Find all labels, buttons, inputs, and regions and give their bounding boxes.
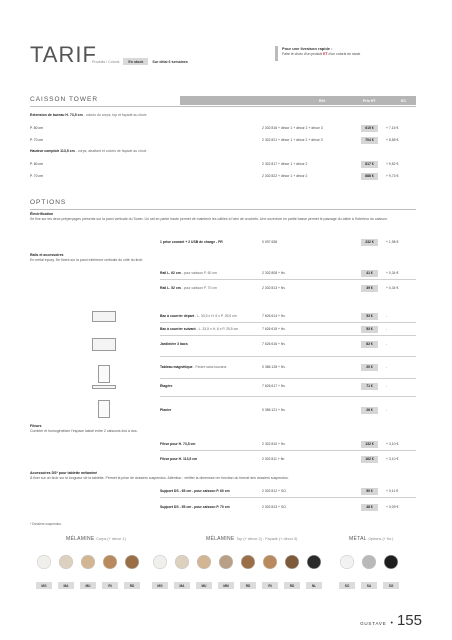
row-divider [160,497,416,498]
swatch-nl [307,555,321,569]
swatch-code: MG [152,582,168,589]
notice-title: Pour une livraison rapide : [282,46,333,51]
group-electrification: Électrification Se fixe sur les deux préperçages présents sur la paroi verticale du Tower. Un rail en partie haute permet de maintenir les câbles à l’abri de crochets. Une ouverture en partie basse permet le passage du câble à l’intérieur du caisson. [30,212,388,221]
swatch-code: RI [262,582,278,589]
table-row: P. 70 cm 2 302 821 + décor 1 + décor 2 + décor 3 704 € + 8,58 € [30,138,399,142]
bullet-separator: • [390,620,393,627]
legend-lead-time: Sur délai 6 semaines [152,59,188,64]
swatch-code: MM [218,582,234,589]
divider [30,106,416,107]
row-divider [160,322,416,323]
swatch-ma [175,555,189,569]
table-row: Support DS - 65 cm - pour caisson P. 60 cm 2 302 812 + SO 50 € + 0,11 € [160,489,399,493]
table-row: Bac à courrier départ - L. 33,5 x H. 6 x P. 25,5 cm 7 626 614 + fin. 53 € - [160,314,388,318]
table-row: Planier 0 386 121 + fin. 26 € - [160,408,388,412]
brand-name: GUSTAVE [360,621,387,626]
page-footer [360,612,422,631]
swatch-code: SG [383,582,399,589]
table-row: P. 70 cm 2 302 822 + décor 1 + décor 2 888 € + 9,73 € [30,174,399,178]
swatch-sg [384,555,398,569]
legend-in-stock: En stock [123,58,148,65]
table-row: Fileur pour H. 113,5 cm 2 302 811 + fin. 162 € + 3,10 € [160,457,399,461]
section-options-title: OPTIONS [30,199,67,206]
swatch-code: NL [306,582,322,589]
col-eco: EC [401,98,406,103]
swatch-code: MA [58,582,74,589]
swatch-so [340,555,354,569]
section-caisson-title: CAISSON TOWER [30,96,99,103]
legend [92,58,188,65]
table-row: Étagère 7 626 617 + fin. 71 € - [160,384,388,388]
swatch-sa [362,555,376,569]
swatch-code: RD [240,582,256,589]
swatch-group-metal: MÉTAL Options (+ fin.) [349,536,394,542]
swatch-code: SO [339,582,355,589]
notice-highlight: ET [323,52,328,56]
divider [30,209,416,210]
col-ref: Réf. [319,98,326,103]
swatch-code: MG [36,582,52,589]
row-divider [160,279,416,280]
table-row: Fileur pour H. 73,5 cm 2 302 810 + fin. 132 € + 3,10 € [160,442,399,446]
swatch-code: RD [124,582,140,589]
table-row: Support DS - 55 cm - pour caisson P. 70 cm 2 302 813 + SO 48 € + 0,09 € [160,505,399,509]
table-header [180,96,416,105]
page-title: TARIF [30,42,97,67]
group-rails: Rails et accessoires En métal époxy. Se fixent sur la paroi intérieure verticale du côté du tiroir. [30,253,144,262]
footnote: * Dossiers suspendus. [30,522,62,526]
swatch-code: MU [196,582,212,589]
swatch-mg [153,555,167,569]
table-row: Bac à courrier suivant - L. 33,5 x H. 6 x P. 25,5 cm 7 626 615 + fin. 53 € - [160,327,388,331]
swatch-code: RD [284,582,300,589]
notice-bar [275,46,278,61]
group-accessoires-ds: Accessoires DS* pour tablette mélaminé À fixer sur un tiroir sur la longueur de la tablette. Permet la prise de dossiers suspendus. Attention : vérifier la dimension en fonction du format des dossiers suspendus. [30,471,289,480]
swatch-rd [241,555,255,569]
group-counter: Hauteur comptoir 113,5 cm - corps, abattant et coloris de façade au choix [30,149,147,153]
swatch-mu [81,555,95,569]
col-price: Prix HT [363,98,376,103]
swatch-mm [219,555,233,569]
row-divider [160,396,416,397]
table-row: Rail L. 62 cm - pour caisson P. 60 cm 2 302 808 + fin. 41 € + 0,34 € [160,271,399,275]
legend-products-colors: Produits / Coloris [92,59,120,64]
table-row: P. 60 cm 2 302 816 + décor 1 + décor 2 + décor 3 615 € + 7,15 € [30,126,399,130]
notice-text: Faire le choix d’un produit ET d’un coloris en stock [282,52,361,56]
swatch-rd [125,555,139,569]
swatch-ri [103,555,117,569]
swatch-mu [197,555,211,569]
table-row: 1 prise courant + 2 USB de charge - FR 0 097 658 232 € + 1,98 € [160,240,399,244]
table-row: Tableau magnétique - Feutre sans toucans 0 386 128 + fin. 20 € - [160,365,388,369]
swatch-mg [37,555,51,569]
swatch-ri [263,555,277,569]
swatch-ma [59,555,73,569]
swatch-code: RI [102,582,118,589]
delivery-notice [275,46,425,61]
swatch-group-top-facade: MÉLAMINE Top (+ décor 2) - Façade (+ décor 3) [206,536,298,542]
swatch-rd [285,555,299,569]
group-extension: Extension de bureau H. 73,5 cm - coloris du corps, top et façade au choix [30,113,147,117]
swatch-code: MA [174,582,190,589]
table-row: Jardinière 3 bacs 7 626 616 + fin. 82 € - [160,342,388,346]
row-divider [160,378,416,379]
swatch-code: MU [80,582,96,589]
table-row: P. 60 cm 2 302 817 + décor 1 + décor 2 817 € + 9,52 € [30,162,399,166]
row-divider [160,356,416,357]
swatch-group-body: MÉLAMINE Corps (+ décor 1) [66,536,126,542]
table-row: Rail L. 52 cm - pour caisson P. 70 cm 2 302 813 + fin. 39 € + 0,34 € [160,286,399,290]
row-divider [160,335,416,336]
page-number: 155 [396,612,422,629]
swatch-code: SA [361,582,377,589]
group-fileurs: Fileurs Combler et homogénéiser l’espace laissé entre 2 caissons dos à dos. [30,424,138,433]
row-divider [160,450,416,451]
